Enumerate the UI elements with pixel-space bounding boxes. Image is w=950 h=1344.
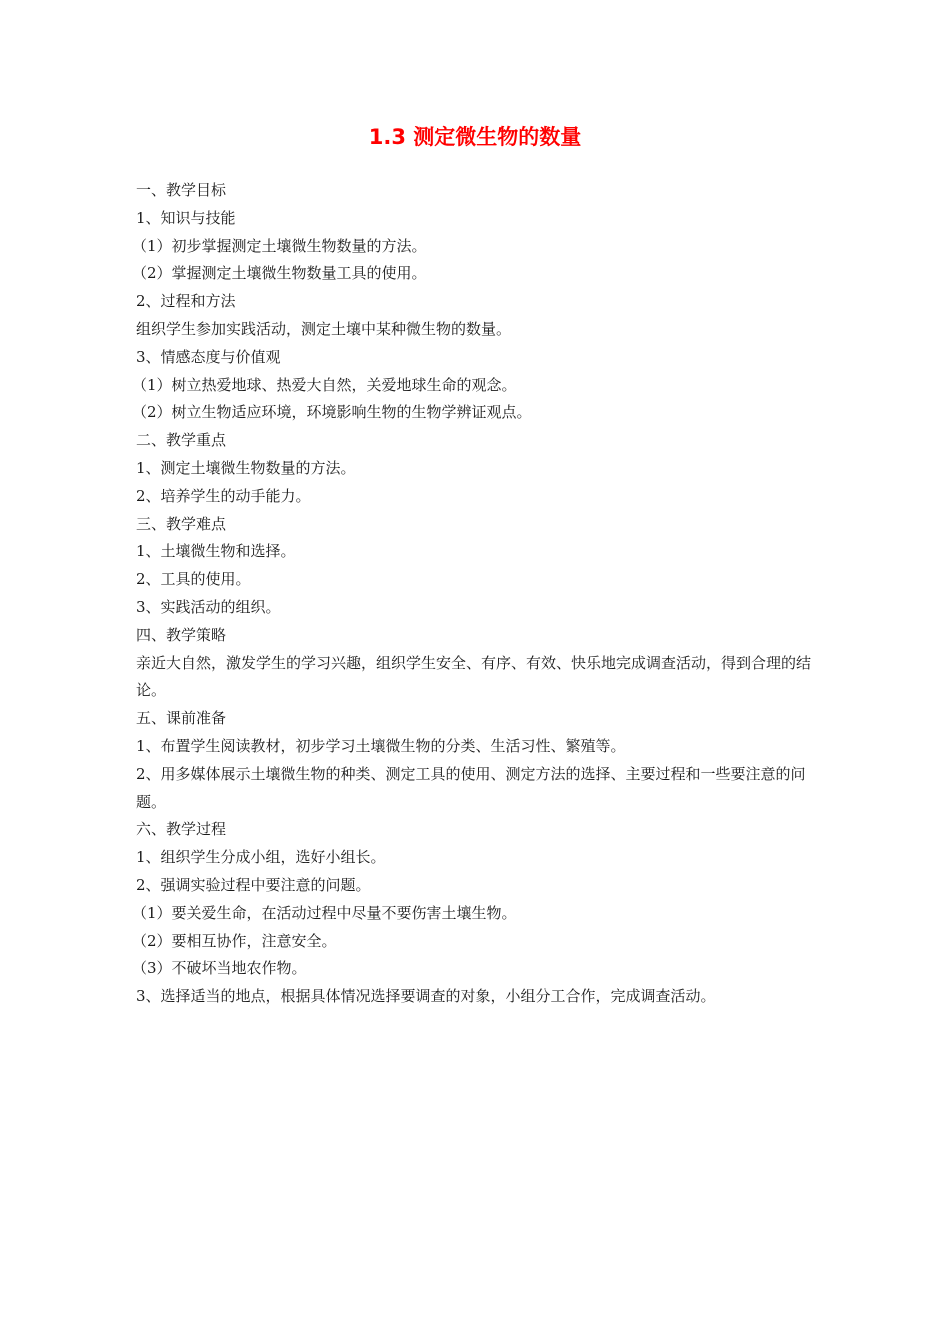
list-item: （1）要关爱生命，在活动过程中尽量不要伤害土壤生物。 xyxy=(132,903,517,922)
list-item: 2、用多媒体展示土壤微生物的种类、测定工具的使用、测定方法的选择、主要过程和一些要注意的问题。 xyxy=(136,764,806,811)
section-heading-preparation: 五、课前准备 xyxy=(136,709,227,728)
list-item: 3、选择适当的地点，根据具体情况选择要调查的对象，小组分工合作，完成调查活动。 xyxy=(136,987,716,1006)
section-heading-difficulties: 三、教学难点 xyxy=(136,514,227,533)
list-item: 2、强调实验过程中要注意的问题。 xyxy=(136,875,371,894)
paragraph: 组织学生参加实践活动，测定土壤中某种微生物的数量。 xyxy=(136,319,512,338)
document-body xyxy=(132,177,816,1011)
document-title: 1.3 测定微生物的数量 xyxy=(368,125,582,149)
list-item: （3）不破坏当地农作物。 xyxy=(132,959,307,978)
section-heading-key-points: 二、教学重点 xyxy=(136,431,227,450)
section-heading-goals: 一、教学目标 xyxy=(136,181,227,199)
subheading-process-method: 2、过程和方法 xyxy=(136,292,236,311)
list-item: 1、组织学生分成小组，选好小组长。 xyxy=(136,848,386,867)
list-item: 1、土壤微生物和选择。 xyxy=(136,542,296,561)
subheading-attitude-values: 3、情感态度与价值观 xyxy=(136,347,281,366)
list-item: 2、工具的使用。 xyxy=(136,570,251,589)
list-item: 2、培养学生的动手能力。 xyxy=(136,486,311,505)
paragraph: 亲近大自然，激发学生的学习兴趣，组织学生安全、有序、有效、快乐地完成调查活动，得到合理的结论。 xyxy=(136,653,812,700)
list-item: 1、测定土壤微生物数量的方法。 xyxy=(136,458,356,477)
list-item: （2）要相互协作，注意安全。 xyxy=(132,931,337,950)
list-item: 3、实践活动的组织。 xyxy=(136,597,281,616)
list-item: （2）掌握测定土壤微生物数量工具的使用。 xyxy=(132,264,427,283)
section-heading-strategy: 四、教学策略 xyxy=(136,625,227,644)
list-item: （1）初步掌握测定土壤微生物数量的方法。 xyxy=(132,236,427,255)
list-item: （2）树立生物适应环境，环境影响生物的生物学辨证观点。 xyxy=(132,403,532,422)
section-heading-process: 六、教学过程 xyxy=(136,820,227,839)
list-item: 1、布置学生阅读教材，初步学习土壤微生物的分类、生活习性、繁殖等。 xyxy=(136,736,626,755)
list-item: （1）树立热爱地球、热爱大自然，关爱地球生命的观念。 xyxy=(132,375,517,394)
subheading-knowledge-skills: 1、知识与技能 xyxy=(136,208,236,227)
